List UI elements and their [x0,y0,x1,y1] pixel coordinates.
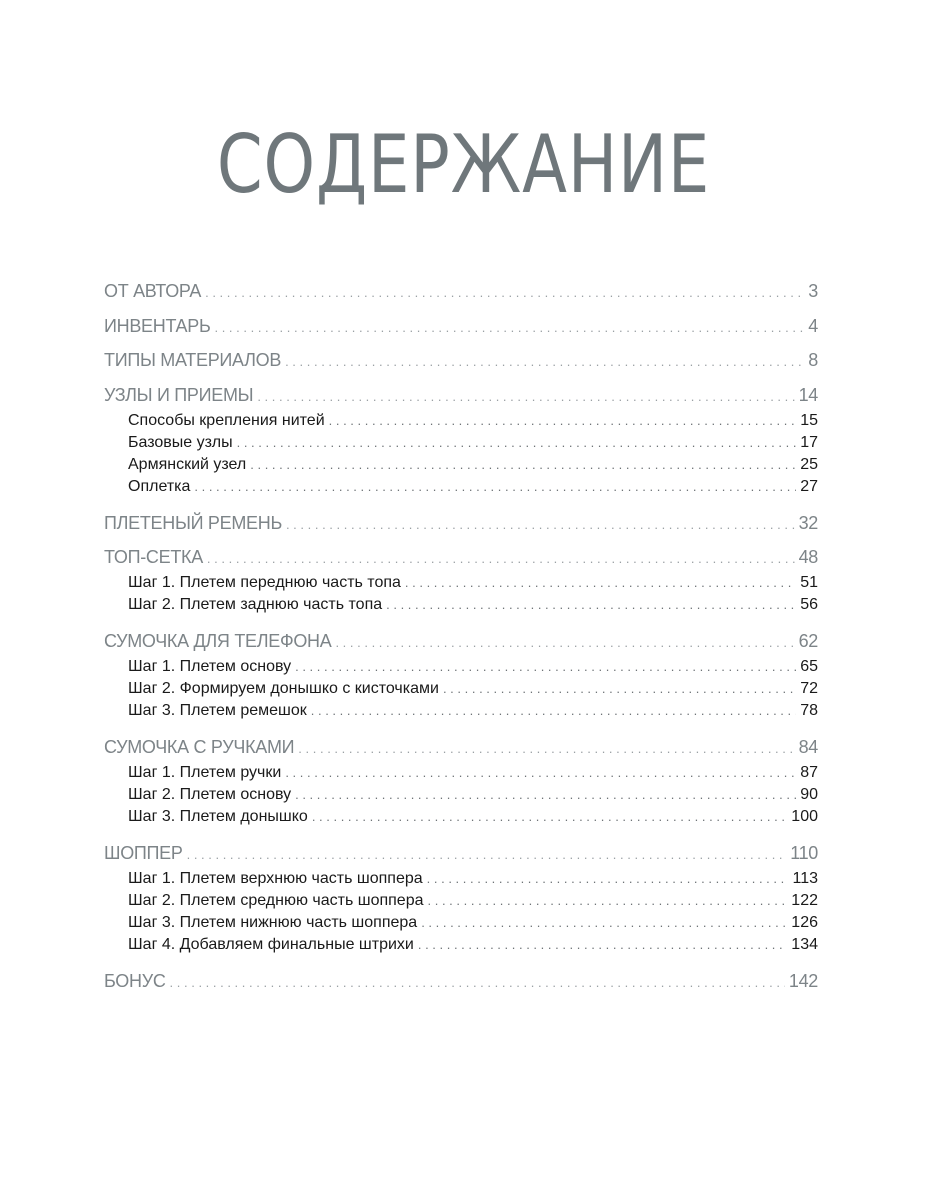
toc-section-page-number: 84 [798,737,818,757]
toc-subsection[interactable] [104,656,818,678]
toc-subsection-page-number: 122 [791,892,818,909]
dot-leader [443,678,796,700]
toc-subsection-page-number: 65 [800,658,818,675]
toc-subsection-label: Оплетка [128,477,191,495]
toc-subsection-label: Шаг 3. Плетем донышко [128,808,308,825]
toc-subsection-page-number: 27 [800,477,818,495]
toc-subsection[interactable] [104,806,818,828]
dot-leader [205,278,804,306]
toc-subsection[interactable] [104,432,818,454]
toc-subsection-page-number: 15 [800,411,818,429]
toc-subsection-label: Шаг 2. Формируем донышко с кисточками [128,680,439,697]
dot-leader [207,544,795,572]
toc-subsection-label: Шаг 4. Добавляем финальные штрихи [128,936,414,953]
toc-subsection[interactable] [104,762,818,784]
toc-subsection-page-number: 87 [800,764,818,781]
toc-section-label: ТИПЫ МАТЕРИАЛОВ [104,350,282,370]
toc-subsection-page-number: 90 [800,786,818,803]
toc-section[interactable] [104,276,818,306]
toc-subsection-label: Шаг 3. Плетем ремешок [128,702,307,719]
toc-subsection[interactable] [104,678,818,700]
toc-subsection[interactable] [104,700,818,722]
toc-subsection-label: Шаг 1. Плетем верхнюю часть шоппера [128,870,423,887]
dot-leader [187,840,787,868]
toc-subsection[interactable] [104,934,818,956]
toc-subsection-label: Шаг 1. Плетем ручки [128,764,282,781]
toc-subsection-label: Шаг 2. Плетем основу [128,786,292,803]
toc-section[interactable] [104,345,818,375]
toc-subsection-page-number: 100 [791,808,818,825]
dot-leader [250,454,796,476]
toc-subsection[interactable] [104,410,818,432]
dot-leader [257,382,794,410]
toc-section[interactable] [104,966,818,996]
toc-section[interactable] [104,380,818,410]
dot-leader [418,934,787,956]
toc-subsection[interactable] [104,572,818,594]
dot-leader [295,656,796,678]
toc-section-page-number: 48 [798,547,818,567]
toc-section-label: БОНУС [104,971,166,991]
toc-subsection-page-number: 134 [791,936,818,953]
dot-leader [298,734,794,762]
dot-leader [170,968,785,996]
toc-section[interactable] [104,542,818,572]
dot-leader [194,476,796,498]
toc-section[interactable] [104,732,818,762]
toc-subsection-page-number: 126 [791,914,818,931]
toc-subsection-label: Армянский узел [128,455,247,473]
dot-leader [285,347,804,375]
toc-subsection-page-number: 51 [800,574,818,591]
toc-subsection-label: Шаг 2. Плетем среднюю часть шоппера [128,892,424,909]
toc-section-page-number: 62 [798,631,818,651]
dot-leader [421,912,787,934]
toc-section[interactable] [104,508,818,538]
toc-subsection-label: Базовые узлы [128,433,233,451]
toc-subsection-page-number: 78 [800,702,818,719]
dot-leader [427,868,789,890]
toc-subsection-label: Шаг 1. Плетем основу [128,658,292,675]
dot-leader [311,700,796,722]
toc-subsection[interactable] [104,784,818,806]
toc-section[interactable] [104,626,818,656]
dot-leader [285,762,796,784]
toc-subsection[interactable] [104,476,818,498]
page-title: СОДЕРЖАНИЕ [216,118,711,211]
dot-leader [237,432,797,454]
dot-leader [405,572,796,594]
dot-leader [312,806,787,828]
dot-leader [335,628,794,656]
toc-section-page-number: 4 [808,315,818,336]
toc-subsection[interactable] [104,594,818,616]
toc-subsection[interactable] [104,912,818,934]
dot-leader [214,313,804,341]
toc-section[interactable] [104,311,818,341]
toc-section-label: ШОППЕР [104,843,183,863]
toc-subsection-page-number: 56 [800,596,818,613]
dot-leader [295,784,796,806]
dot-leader [386,594,796,616]
toc-section-page-number: 8 [808,350,818,370]
toc-section-page-number: 142 [788,971,818,991]
toc-section-page-number: 14 [798,384,818,405]
toc-subsection-label: Шаг 3. Плетем нижнюю часть шоппера [128,914,418,931]
toc-subsection-label: Шаг 1. Плетем переднюю часть топа [128,574,401,591]
toc-subsection-page-number: 113 [792,870,818,887]
toc-section-label: СУМОЧКА ДЛЯ ТЕЛЕФОНА [104,631,332,651]
toc-section-label: ПЛЕТЕНЫЙ РЕМЕНЬ [104,512,282,533]
toc-subsection[interactable] [104,890,818,912]
toc-subsection[interactable] [104,868,818,890]
toc-subsection-page-number: 17 [800,433,818,451]
toc-subsection-page-number: 72 [800,680,818,697]
dot-leader [428,890,788,912]
toc-subsection-label: Способы крепления нитей [128,411,325,429]
toc-subsection-label: Шаг 2. Плетем заднюю часть топа [128,596,383,613]
toc-subsection-page-number: 25 [800,455,818,473]
toc-section-page-number: 110 [790,843,818,863]
toc-section-label: ИНВЕНТАРЬ [104,315,211,336]
dot-leader [286,510,795,538]
toc-section[interactable] [104,838,818,868]
toc-subsection[interactable] [104,454,818,476]
toc-section-label: ТОП-СЕТКА [104,547,203,567]
toc-section-label: УЗЛЫ И ПРИЕМЫ [104,384,254,405]
table-of-contents [104,276,818,996]
toc-section-label: ОТ АВТОРА [104,281,202,301]
dot-leader [329,410,797,432]
toc-section-label: СУМОЧКА С РУЧКАМИ [104,737,295,757]
toc-section-page-number: 32 [798,512,818,533]
toc-section-page-number: 3 [808,281,818,301]
